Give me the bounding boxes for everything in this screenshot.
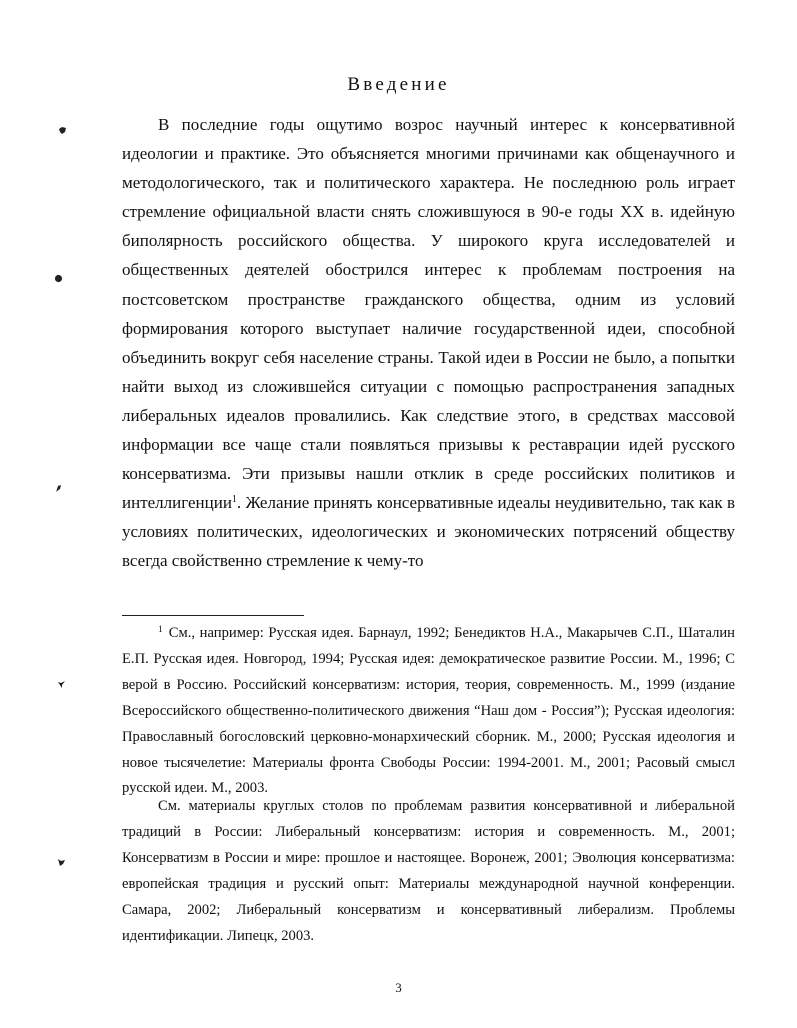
footnote-text: См. материалы круглых столов по проблемам развития консервативной и либеральной традиций в России: Либеральный консерватизм: история и современность. М., 2001; Консерватизм в России и мире: прошлое и настоящее. Воронеж, 2001; Эволюция консерватизма: европейская традиция и русский опыт: Материалы международной научной конференции. Самара, 2002; Либеральный консерватизм и консервативный либерализм. Проблемы идентификации. Липецк, 2003. — [122, 798, 735, 944]
main-paragraph — [122, 110, 735, 576]
scan-speck — [54, 274, 63, 283]
footnote-2 — [122, 794, 735, 949]
footnote-reference: 1 — [231, 494, 237, 506]
footnote-separator — [122, 615, 304, 616]
scan-speck — [54, 484, 63, 493]
scan-speck — [58, 126, 67, 135]
footnote-mark: 1 — [158, 625, 163, 635]
section-heading: Введение — [347, 74, 450, 95]
paragraph-text-end: . Желание принять консервативные идеалы неудивительно, так как в условиях политических, идеологических и экономических потрясений обществу всегда свойственно стремление к чему-то — [122, 493, 735, 571]
page-number: 3 — [395, 980, 402, 995]
footnote-text: См., например: Русская идея. Барнаул, 1992; Бенедиктов Н.А., Макарычев С.П., Шаталин Е.П. Русская идея. Новгород, 1994; Русская идея: демократическое развитие России. М., 1996; С верой в Россию. Российский консерватизм: история, теория, современность. М., 1999 (издание Всероссийского общественно-политического движения “Наш дом - Россия”); Русская идеология: Православный богословский церковно-монархический сборник. М., 2000; Русская идеология и новое тысячелетие: Материалы фронта Свободы России: 1994-2001. М., 2001; Расовый смысл русской идеи. М., 2003. — [122, 625, 735, 797]
paragraph-text-start: В последние годы ощутимо возрос научный интерес к консервативной идеологии и практике. Это объясняется многими причинами как общенаучного и методологического, так и политического характера. Не последнюю роль играет стремление официальной власти снять сложившуюся в 90-е годы XX в. идейную биполярность российского общества. У широкого круга исследователей и общественных деятелей обострился интерес к проблемам построения на постсоветском пространстве гражданского общества, одним из условий формирования которого выступает наличие государственной идеи, способной объединить вокруг себя население страны. Такой идеи в России не было, а попытки найти выход из сложившейся ситуации с помощью распространения западных либеральных идеалов провалились. Как следствие этого, в средствах массовой информации все чаще стали появляться призывы к реставрации идей русского консерватизма. Эти призывы нашли отклик в среде российских политиков и интеллигенции — [122, 115, 735, 513]
scan-speck — [57, 858, 66, 867]
footnote-1 — [122, 621, 735, 802]
scan-speck — [57, 680, 66, 689]
